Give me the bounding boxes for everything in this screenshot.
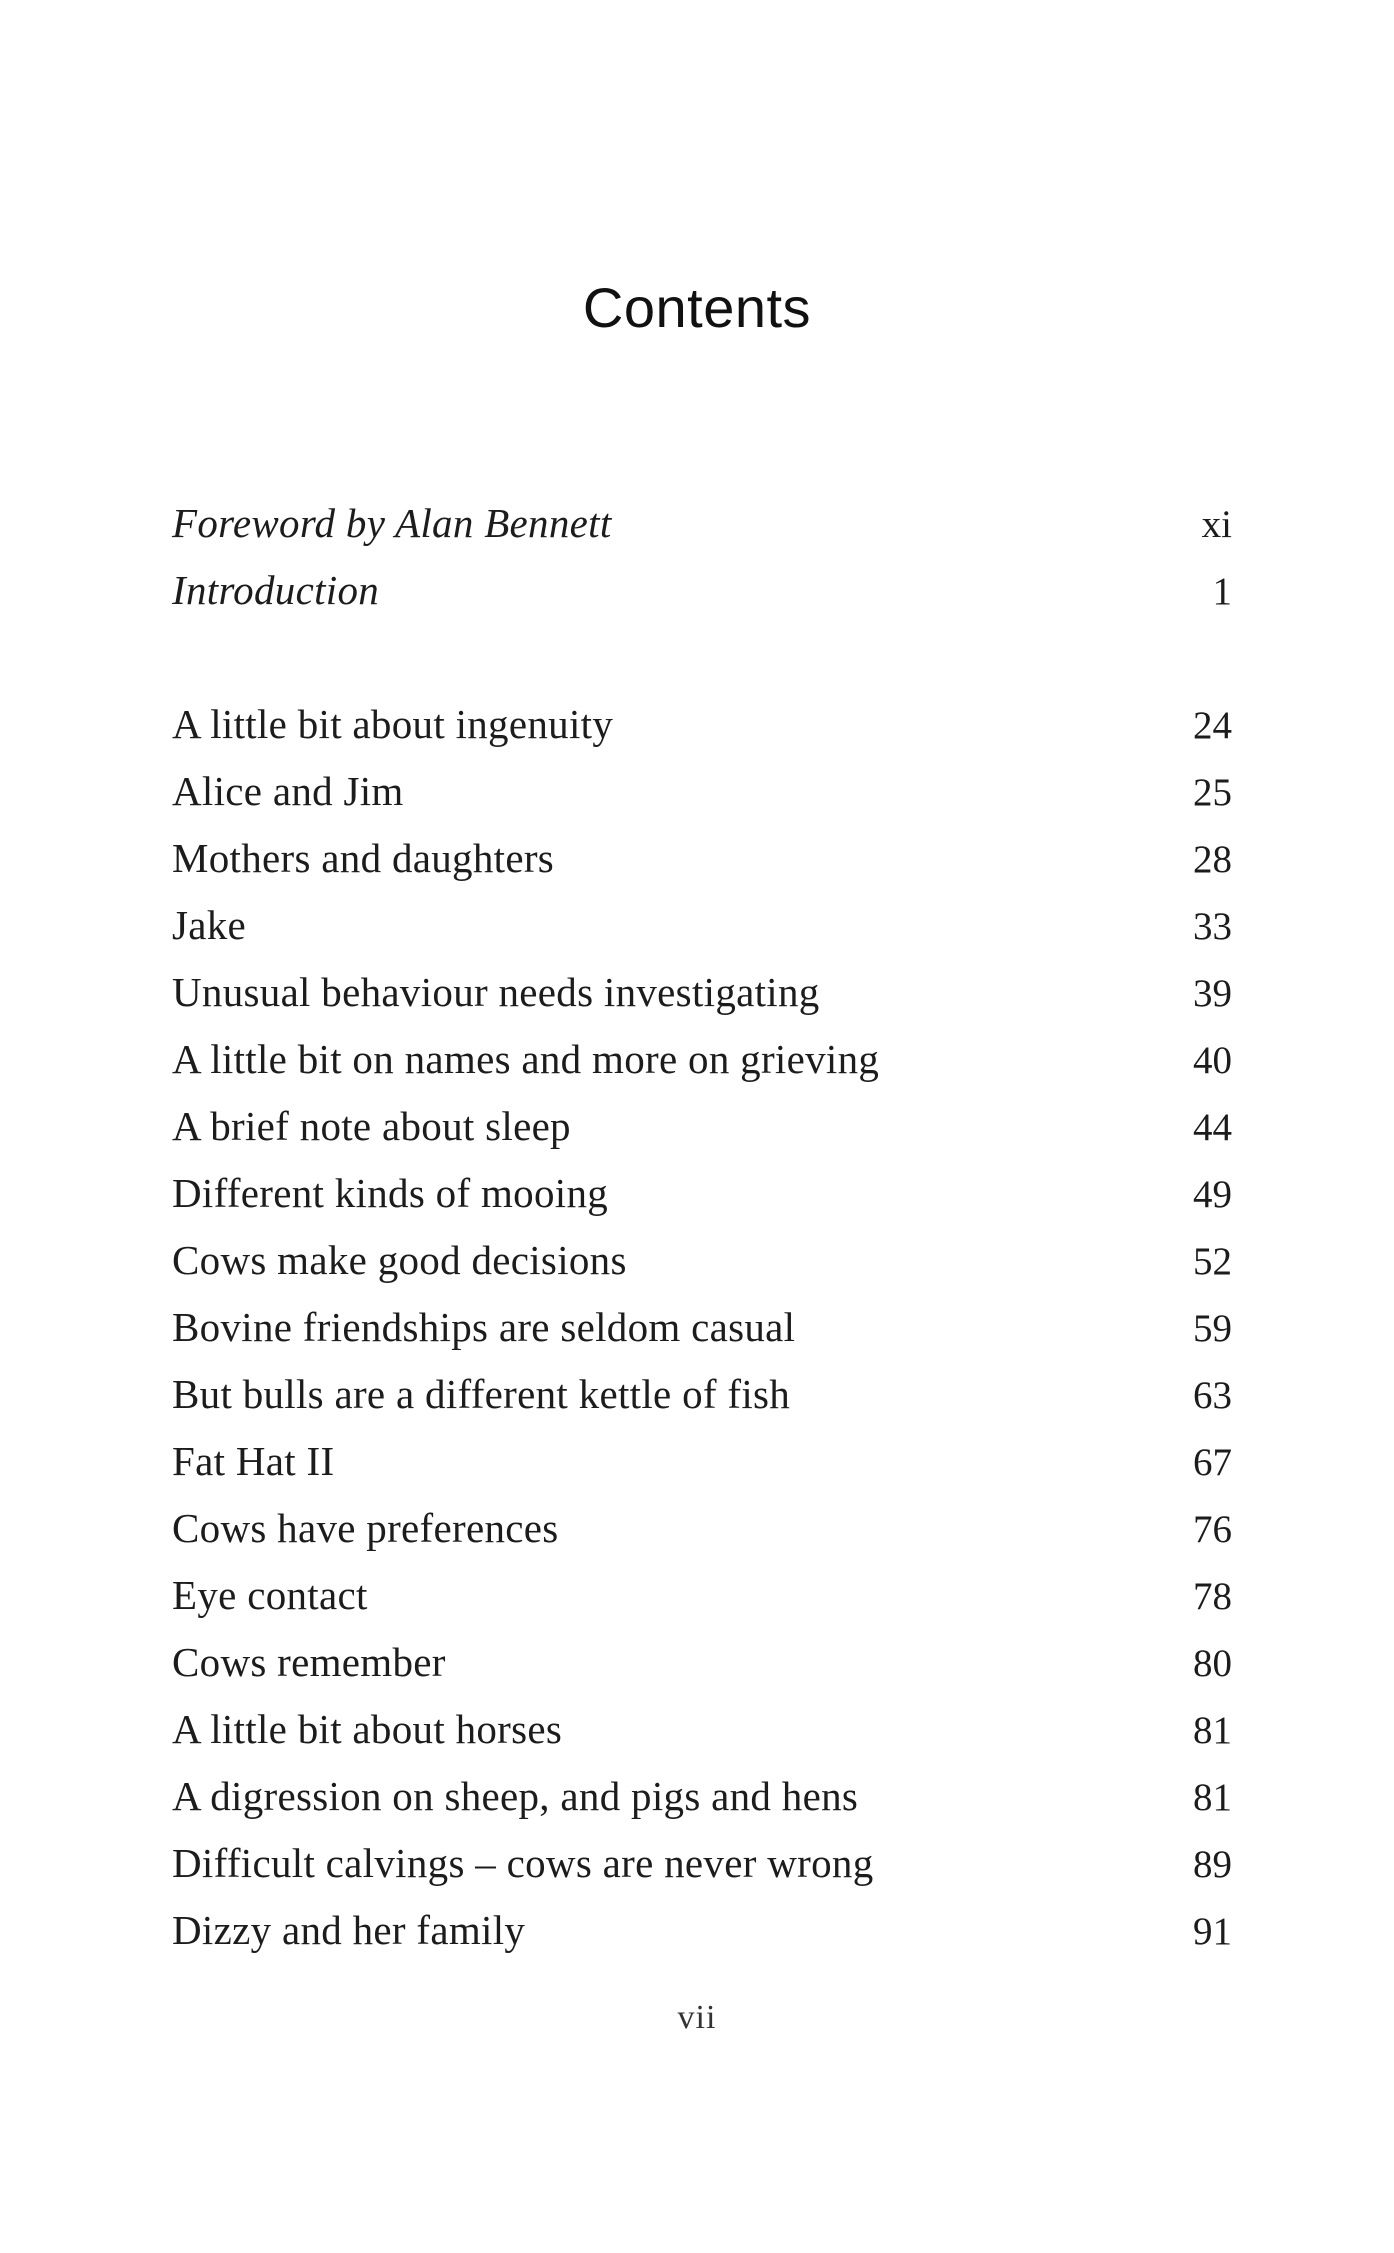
toc-entry-label: Unusual behaviour needs investigating xyxy=(172,969,820,1015)
toc-entry-page: 59 xyxy=(1193,1307,1232,1350)
toc-entry-label: Cows remember xyxy=(172,1639,446,1685)
toc-entry-page: 44 xyxy=(1193,1106,1232,1149)
toc-entry xyxy=(172,1495,1232,1562)
toc-entry-label: Mothers and daughters xyxy=(172,835,555,881)
toc-entry-page: 78 xyxy=(1193,1575,1232,1618)
toc-entry-label: But bulls are a different kettle of fish xyxy=(172,1371,791,1417)
toc-entry xyxy=(172,1562,1232,1629)
toc-entry-label: Fat Hat II xyxy=(172,1438,335,1484)
page-number: vii xyxy=(677,1999,717,2036)
toc-entry-page: 91 xyxy=(1193,1910,1232,1953)
toc-entry-page: 81 xyxy=(1193,1776,1232,1819)
toc-entry xyxy=(172,1160,1232,1227)
toc-entry-label: Dizzy and her family xyxy=(172,1907,526,1953)
toc-entry-page: 89 xyxy=(1193,1843,1232,1886)
toc-entry xyxy=(172,1361,1232,1428)
toc-entry xyxy=(172,1830,1232,1897)
toc-entry-label: Foreword by Alan Bennett xyxy=(172,500,612,546)
toc-entry-page: 40 xyxy=(1193,1039,1232,1082)
toc-entry-page: 81 xyxy=(1193,1709,1232,1752)
toc-entry-introduction xyxy=(172,557,1232,624)
toc-entry-label: Cows have preferences xyxy=(172,1505,559,1551)
toc-entry-page: 39 xyxy=(1193,972,1232,1015)
toc-entry-page: 24 xyxy=(1193,704,1232,747)
toc-entry xyxy=(172,1428,1232,1495)
toc-entry-page: 49 xyxy=(1193,1173,1232,1216)
toc-entry-page: 67 xyxy=(1193,1441,1232,1484)
toc-entry xyxy=(172,1897,1232,1964)
toc-entry-label: Cows make good decisions xyxy=(172,1237,627,1283)
toc-entry xyxy=(172,1629,1232,1696)
toc-entry-page: 52 xyxy=(1193,1240,1232,1283)
toc-entry-label: Difficult calvings – cows are never wrong xyxy=(172,1840,874,1886)
toc-entry xyxy=(172,758,1232,825)
toc-entry xyxy=(172,1093,1232,1160)
toc-entry-label: A little bit about horses xyxy=(172,1706,563,1752)
toc-entry-label: A brief note about sleep xyxy=(172,1103,571,1149)
toc-entry-foreword xyxy=(172,490,1232,557)
toc-entry-page: 1 xyxy=(1212,570,1232,613)
toc-entry-label: Alice and Jim xyxy=(172,768,404,814)
toc-entry-label: Jake xyxy=(172,902,247,948)
toc-entry xyxy=(172,825,1232,892)
toc-entry xyxy=(172,959,1232,1026)
toc-entry-label: Bovine friendships are seldom casual xyxy=(172,1304,796,1350)
toc-entry-page: 80 xyxy=(1193,1642,1232,1685)
toc-entry-label: A digression on sheep, and pigs and hens xyxy=(172,1773,859,1819)
page-title: Contents xyxy=(582,276,812,339)
toc-entry-page: 25 xyxy=(1193,771,1232,814)
toc-entry-page: 63 xyxy=(1193,1374,1232,1417)
toc-entry xyxy=(172,1227,1232,1294)
toc-entry-page: 76 xyxy=(1193,1508,1232,1551)
toc-entry-page: 33 xyxy=(1193,905,1232,948)
toc-entry-label: A little bit about ingenuity xyxy=(172,701,614,747)
toc-entry-label: A little bit on names and more on grieving xyxy=(172,1036,880,1082)
toc-entry xyxy=(172,1026,1232,1093)
toc-entry xyxy=(172,1696,1232,1763)
toc-entry xyxy=(172,892,1232,959)
toc-entry-label: Eye contact xyxy=(172,1572,368,1618)
toc-entry-page: xi xyxy=(1201,503,1232,546)
toc-entry xyxy=(172,1294,1232,1361)
toc-entry-page: 28 xyxy=(1193,838,1232,881)
toc-entry-label: Introduction xyxy=(172,567,380,613)
toc-entry-label: Different kinds of mooing xyxy=(172,1170,609,1216)
toc-entry xyxy=(172,691,1232,758)
toc-entry xyxy=(172,1763,1232,1830)
